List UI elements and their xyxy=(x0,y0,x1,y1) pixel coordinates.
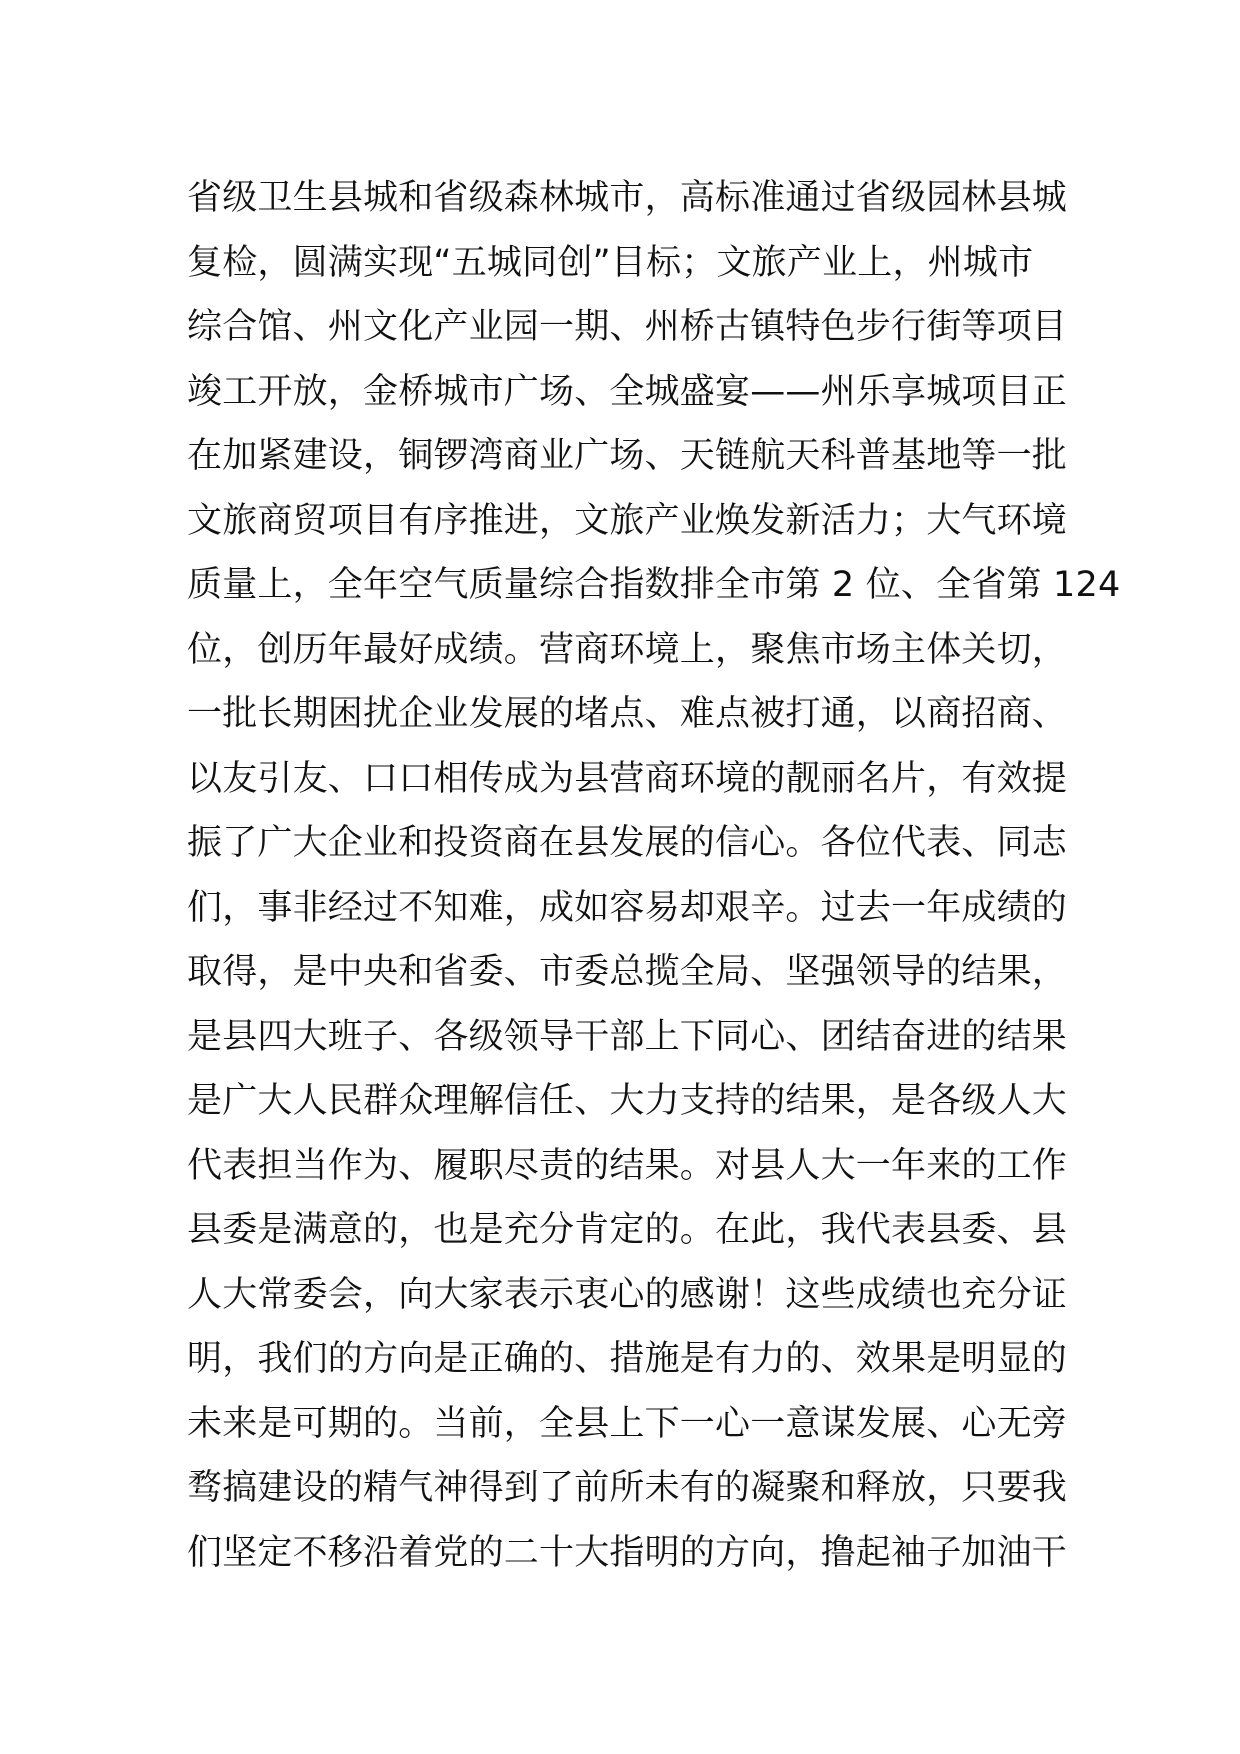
text-line: 骛搞建设的精气神得到了前所未有的凝聚和释放，只要我 xyxy=(187,1468,1068,1508)
text-line: 未来是可期的。当前，全县上下一心一意谋发展、心无旁 xyxy=(187,1403,1068,1444)
text-line: 们坚定不移沿着党的二十大指明的方向，撸起袖子加油干 xyxy=(187,1532,1068,1573)
text-line: 以友引友、口口相传成为县营商环境的靓丽名片，有效提 xyxy=(187,758,1068,799)
text-line: 文旅商贸项目有序推进，文旅产业焕发新活力；大气环境 xyxy=(187,500,1068,541)
text-line: 在加紧建设，铜锣湾商业广场、天链航天科普基地等一批 xyxy=(187,436,1068,476)
text-line: 复检，圆满实现“五城同创”目标；文旅产业上，州城市 xyxy=(187,242,1034,283)
text-line: 振了广大企业和投资商在县发展的信心。各位代表、同志 xyxy=(187,823,1068,863)
text-line: 综合馆、州文化产业园一期、州桥古镇特色步行街等项目 xyxy=(187,307,1068,347)
text-line: 县委是满意的，也是充分肯定的。在此，我代表县委、县 xyxy=(187,1210,1068,1250)
text-line: 是广大人民群众理解信任、大力支持的结果，是各级人大 xyxy=(187,1081,1068,1121)
text-line: 竣工开放，金桥城市广场、全城盛宴——州乐享城项目正 xyxy=(187,371,1068,412)
text-line: 省级卫生县城和省级森林城市，高标准通过省级园林县城 xyxy=(187,178,1068,218)
text-line: 位，创历年最好成绩。营商环境上，聚焦市场主体关切， xyxy=(187,629,1068,670)
body-text xyxy=(187,166,1121,1585)
text-line: 明，我们的方向是正确的、措施是有力的、效果是明显的 xyxy=(187,1339,1068,1379)
text-line: 人大常委会，向大家表示衷心的感谢！这些成绩也充分证 xyxy=(187,1274,1068,1315)
text-line: 们，事非经过不知难，成如容易却艰辛。过去一年成绩的 xyxy=(187,887,1068,928)
text-line: 取得，是中央和省委、市委总揽全局、坚强领导的结果， xyxy=(187,952,1068,992)
text-line: 是县四大班子、各级领导干部上下同心、团结奋进的结果 xyxy=(187,1016,1068,1057)
text-line: 一批长期困扰企业发展的堵点、难点被打通，以商招商、 xyxy=(187,694,1068,734)
text-line: 质量上，全年空气质量综合指数排全市第 2 位、全省第 124 xyxy=(187,565,1121,605)
text-line: 代表担当作为、履职尽责的结果。对县人大一年来的工作 xyxy=(187,1145,1068,1186)
